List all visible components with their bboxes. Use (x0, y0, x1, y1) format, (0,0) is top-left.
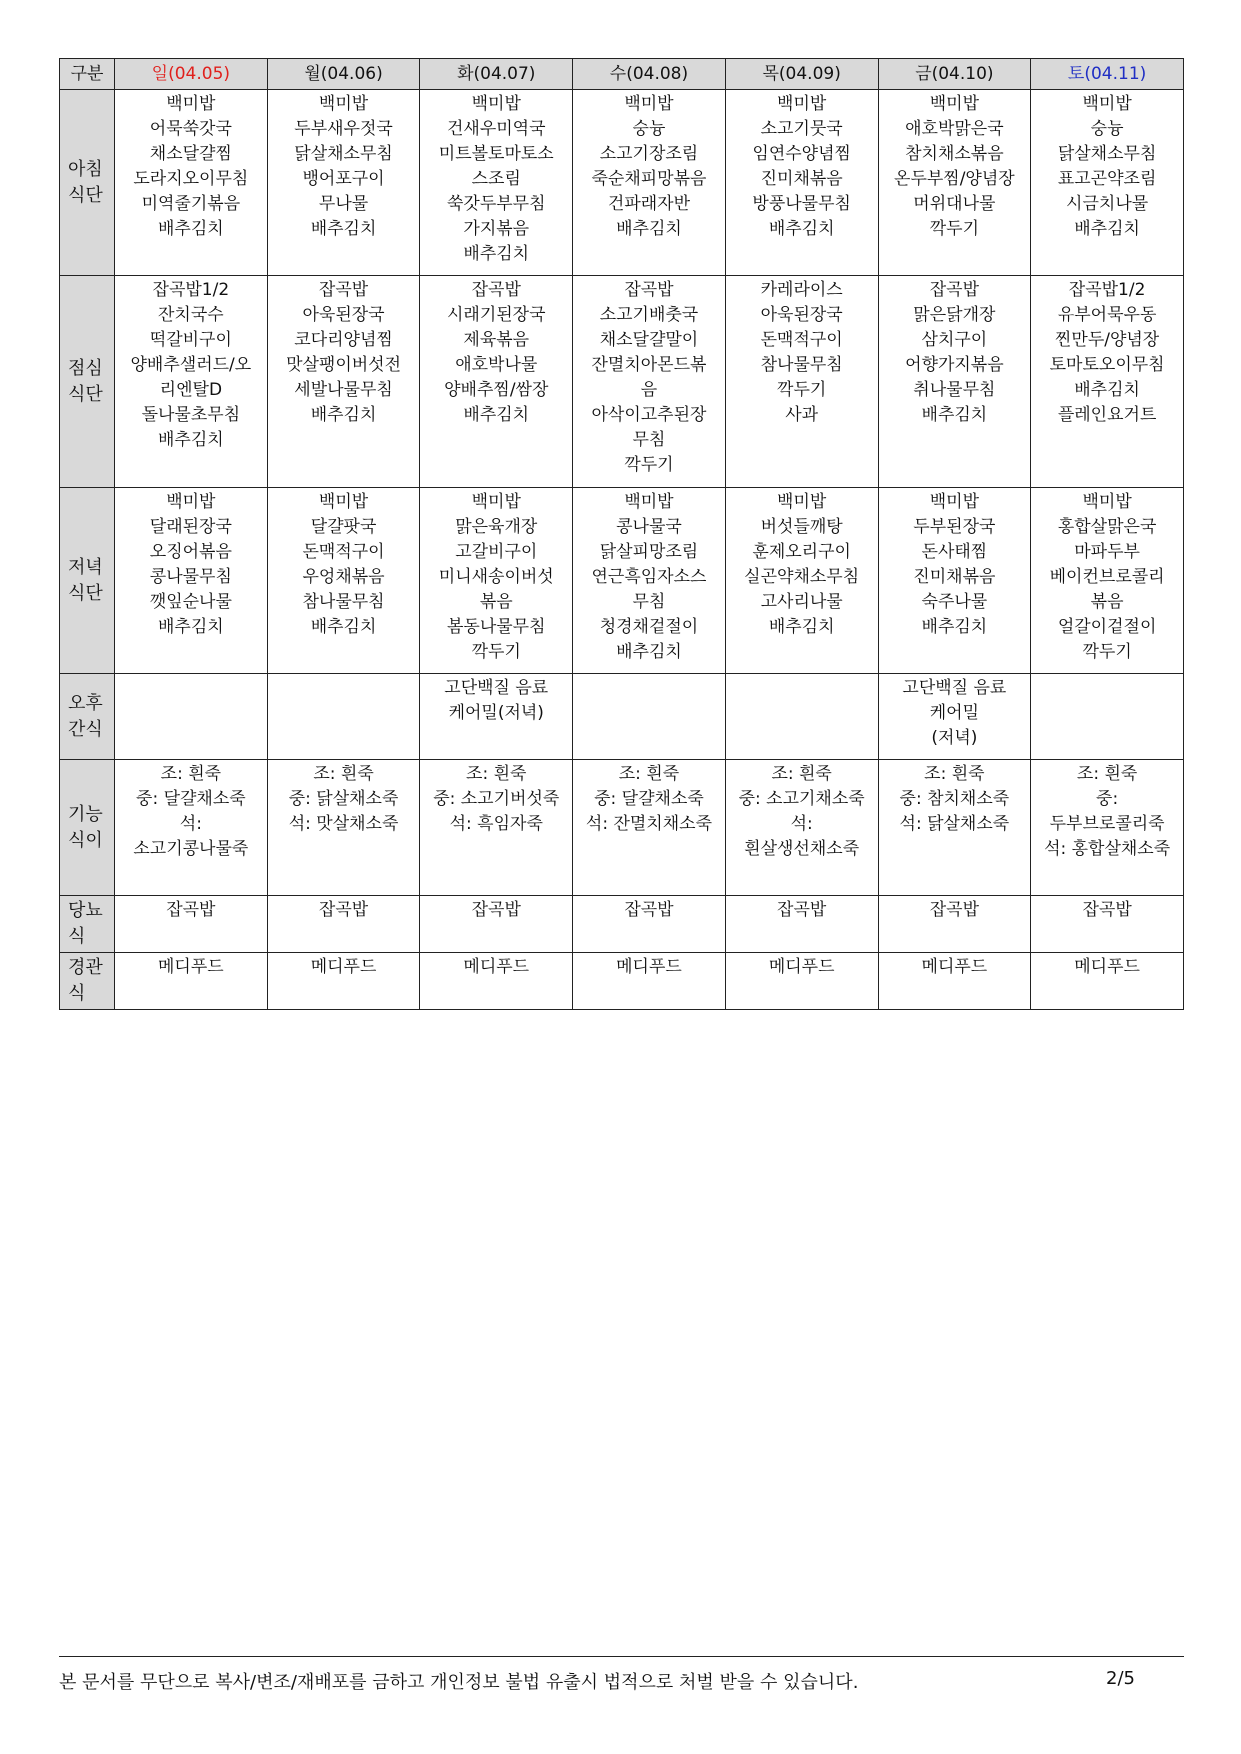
menu-item: 소고기뭇국 (760, 119, 843, 139)
menu-item: 잡곡밥 (471, 900, 521, 920)
menu-item: 케어밀(저녁) (448, 703, 544, 723)
day-header: 금(04.10) (878, 59, 1031, 90)
menu-item: 코다리양념찜 (294, 330, 393, 350)
menu-item: 진미채볶음 (760, 169, 843, 189)
menu-cell (420, 276, 573, 488)
menu-item: 배추김치 (158, 219, 224, 239)
menu-item: 중: 달걀채소죽 (594, 789, 704, 809)
meal-row-tube (60, 953, 1184, 1010)
menu-item: 백미밥 (471, 94, 521, 114)
menu-item: 백미밥 (1082, 94, 1132, 114)
menu-item: 무침 (632, 430, 666, 450)
menu-item: 참나물무침 (760, 355, 843, 375)
menu-item: 잡곡밥 (777, 900, 827, 920)
menu-item: 배추김치 (921, 617, 988, 637)
menu-item: 깍두기 (1082, 642, 1132, 662)
menu-item: 취나물무침 (913, 380, 996, 400)
menu-cell (725, 276, 878, 488)
menu-item: 소고기장조림 (599, 144, 699, 164)
menu-cell (115, 488, 268, 674)
menu-item: 중: 소고기채소죽 (738, 789, 865, 809)
menu-item: 달래된장국 (149, 517, 232, 537)
meal-row-diabetic (60, 896, 1184, 953)
menu-item: 두부된장국 (913, 517, 996, 537)
menu-cell (1031, 953, 1184, 1010)
menu-item: 맑은육개장 (455, 517, 538, 537)
row-label-line: 식 (68, 926, 86, 947)
menu-cell (267, 674, 420, 760)
menu-item: 조: 흰죽 (160, 764, 222, 784)
menu-item: 배추김치 (921, 405, 988, 425)
menu-item: 배추김치 (463, 244, 530, 264)
menu-item: 스조림 (471, 169, 521, 189)
meal-plan-table (59, 58, 1184, 1010)
menu-item: 메디푸드 (1074, 957, 1140, 977)
menu-cell (878, 674, 1031, 760)
menu-item: 진미채볶음 (913, 567, 996, 587)
menu-item: 콩나물국 (616, 517, 682, 537)
menu-item: 플레인요거트 (1057, 405, 1157, 425)
menu-cell (267, 488, 420, 674)
menu-item: 애호박나물 (455, 355, 538, 375)
menu-item: 잔멸치아몬드볶 (591, 355, 707, 375)
meal-row-functional (60, 760, 1184, 896)
menu-cell (878, 760, 1031, 896)
menu-cell (1031, 674, 1184, 760)
menu-cell (267, 90, 420, 276)
menu-item: 백미밥 (318, 94, 369, 114)
menu-cell (1031, 276, 1184, 488)
menu-cell (725, 90, 878, 276)
menu-cell (420, 760, 573, 896)
day-header: 목(04.09) (725, 59, 878, 90)
menu-item: 소고기배춧국 (599, 305, 699, 325)
row-label-line: 아침 (68, 158, 103, 180)
menu-item: 깍두기 (929, 219, 979, 239)
menu-cell (420, 674, 573, 760)
menu-item: 닭살피망조림 (599, 542, 699, 562)
menu-item: 닭살채소무침 (1057, 144, 1157, 164)
menu-item: 청경채겉절이 (599, 617, 699, 637)
menu-item: 중: 닭살채소죽 (288, 789, 399, 809)
menu-item: 카레라이스 (760, 280, 843, 300)
menu-cell (573, 896, 726, 953)
menu-cell (878, 90, 1031, 276)
menu-cell (725, 488, 878, 674)
menu-item: 떡갈비구이 (149, 330, 232, 350)
menu-item: 맑은닭개장 (913, 305, 996, 325)
menu-cell (267, 760, 420, 896)
menu-item: 백미밥 (624, 492, 674, 512)
menu-item: 얼갈이겉절이 (1057, 617, 1157, 637)
menu-cell (573, 276, 726, 488)
menu-item: 잡곡밥 (929, 900, 979, 920)
menu-cell (573, 760, 726, 896)
menu-cell (267, 953, 420, 1010)
menu-item: 도라지오이무침 (133, 169, 249, 189)
footer-divider (59, 1656, 1184, 1657)
menu-item: 임연수양념찜 (752, 144, 851, 164)
menu-item: 숙주나물 (921, 592, 988, 612)
menu-item: 건새우미역국 (446, 119, 546, 139)
menu-item: 두부새우젓국 (294, 119, 393, 139)
menu-item: 돈맥적구이 (760, 330, 843, 350)
row-label-line: 오후 (68, 692, 103, 714)
menu-body (60, 90, 1184, 1010)
menu-item: 양배추찜/쌈장 (444, 380, 549, 400)
day-header: 월(04.06) (267, 59, 420, 90)
menu-item: 깍두기 (471, 642, 521, 662)
row-label-line: 식이 (68, 829, 103, 851)
menu-item: 채소달걀말이 (599, 330, 699, 350)
menu-item: 백미밥 (166, 94, 216, 114)
menu-item: 음 (640, 380, 658, 400)
menu-item: 잡곡밥 (318, 280, 369, 300)
menu-item: 고단백질 음료 (902, 678, 1007, 698)
menu-cell (573, 953, 726, 1010)
menu-cell (420, 90, 573, 276)
menu-item: 맛살팽이버섯전 (286, 355, 402, 375)
footer-notice: 본 문서를 무단으로 복사/변조/재배포를 금하고 개인정보 불법 유출시 법적으로 처벌 받을 수 있습니다. (59, 1672, 859, 1693)
menu-item: 잡곡밥 (318, 900, 369, 920)
menu-item: 유부어묵우동 (1057, 305, 1157, 325)
menu-item: 뱅어포구이 (302, 169, 385, 189)
menu-item: 석: 흑임자죽 (449, 814, 543, 834)
menu-cell (115, 953, 268, 1010)
menu-cell (267, 896, 420, 953)
menu-item: 중: 참치채소죽 (899, 789, 1010, 809)
menu-item: 볶음 (479, 592, 513, 612)
menu-item: 백미밥 (318, 492, 369, 512)
menu-item: 미트볼토마토소 (438, 144, 554, 164)
row-label (60, 90, 115, 276)
menu-item: 볶음 (1090, 592, 1124, 612)
menu-item: 죽순채피망볶음 (591, 169, 707, 189)
menu-item: 배추김치 (158, 617, 224, 637)
menu-item: 배추김치 (1074, 219, 1140, 239)
menu-item: 시래기된장국 (446, 305, 546, 325)
row-label-line: 식단 (68, 184, 103, 206)
meal-row-breakfast (60, 90, 1184, 276)
menu-item: 시금치나물 (1066, 194, 1149, 214)
menu-item: 조: 흰죽 (924, 764, 985, 784)
row-label-line: 식 (68, 983, 86, 1004)
menu-item: 찐만두/양념장 (1054, 330, 1160, 350)
menu-item: 케어밀 (929, 703, 979, 723)
row-label-line: 점심 (68, 357, 103, 379)
menu-item: 배추김치 (463, 405, 530, 425)
menu-item: 훈제오리구이 (752, 542, 851, 562)
menu-cell (115, 90, 268, 276)
menu-item: 잡곡밥 (471, 280, 521, 300)
menu-item: 연근흑임자소스 (591, 567, 707, 587)
menu-cell (420, 896, 573, 953)
row-label-line: 식단 (68, 383, 103, 405)
menu-item: 백미밥 (777, 492, 827, 512)
menu-cell (1031, 760, 1184, 896)
menu-item: 백미밥 (471, 492, 521, 512)
menu-item: (저녁) (931, 728, 978, 748)
row-label-line: 당뇨 (68, 900, 103, 921)
menu-item: 버섯들깨탕 (760, 517, 843, 537)
menu-item: 잡곡밥 (624, 280, 674, 300)
menu-cell (115, 276, 268, 488)
menu-item: 흰살생선채소죽 (744, 839, 860, 859)
menu-item: 배추김치 (310, 219, 377, 239)
row-label (60, 674, 115, 760)
menu-item: 참나물무침 (302, 592, 385, 612)
menu-item: 애호박맑은국 (905, 119, 1004, 139)
menu-item: 메디푸드 (310, 957, 377, 977)
menu-item: 잡곡밥 (1082, 900, 1132, 920)
menu-item: 잡곡밥 (624, 900, 674, 920)
menu-cell (725, 760, 878, 896)
day-header: 일(04.05) (115, 59, 268, 90)
menu-item: 배추김치 (768, 617, 835, 637)
menu-item: 석: 홍합살채소죽 (1044, 839, 1171, 859)
menu-item: 백미밥 (166, 492, 216, 512)
menu-item: 채소달걀찜 (149, 144, 232, 164)
menu-cell (878, 276, 1031, 488)
menu-cell (725, 674, 878, 760)
menu-item: 삼치구이 (921, 330, 988, 350)
page-number: 2/5 (1106, 1668, 1135, 1689)
day-header: 토(04.11) (1031, 59, 1184, 90)
menu-item: 어향가지볶음 (905, 355, 1004, 375)
menu-item: 조: 흰죽 (313, 764, 374, 784)
menu-cell (878, 953, 1031, 1010)
menu-item: 배추김치 (768, 219, 835, 239)
header-row (60, 59, 1184, 90)
menu-cell (1031, 488, 1184, 674)
menu-cell (878, 488, 1031, 674)
menu-item: 백미밥 (929, 94, 979, 114)
menu-item: 조: 흰죽 (1076, 764, 1138, 784)
menu-item: 잡곡밥1/2 (1068, 280, 1146, 300)
menu-item: 돈사태찜 (921, 542, 988, 562)
menu-cell (420, 953, 573, 1010)
day-header: 화(04.07) (420, 59, 573, 90)
menu-item: 무침 (632, 592, 666, 612)
menu-item: 잡곡밥 (929, 280, 979, 300)
menu-item: 아욱된장국 (302, 305, 385, 325)
menu-item: 달걀팟국 (310, 517, 377, 537)
menu-item: 고갈비구이 (455, 542, 538, 562)
menu-cell (725, 896, 878, 953)
menu-item: 잔치국수 (158, 305, 224, 325)
menu-item: 석: 닭살채소죽 (899, 814, 1010, 834)
menu-item: 깍두기 (777, 380, 827, 400)
row-label-line: 식단 (68, 582, 103, 604)
menu-item: 배추김치 (310, 617, 377, 637)
menu-item: 중: 달걀채소죽 (136, 789, 246, 809)
row-label-line: 기능 (68, 803, 103, 825)
menu-item: 방풍나물무침 (752, 194, 851, 214)
menu-item: 배추김치 (616, 219, 682, 239)
menu-item: 봄동나물무침 (446, 617, 546, 637)
menu-item: 백미밥 (777, 94, 827, 114)
menu-cell (1031, 90, 1184, 276)
menu-item: 조: 흰죽 (771, 764, 832, 784)
menu-cell (115, 674, 268, 760)
menu-item: 석: 잔멸치채소죽 (585, 814, 712, 834)
menu-item: 우엉채볶음 (302, 567, 385, 587)
row-label-line: 저녁 (68, 556, 103, 578)
menu-item: 콩나물무침 (149, 567, 232, 587)
menu-item: 메디푸드 (921, 957, 988, 977)
menu-item: 토마토오이무침 (1049, 355, 1165, 375)
menu-cell (725, 953, 878, 1010)
menu-item: 조: 흰죽 (466, 764, 527, 784)
meal-row-snack (60, 674, 1184, 760)
menu-item: 배추김치 (158, 430, 224, 450)
menu-item: 중: 소고기버섯죽 (433, 789, 560, 809)
menu-item: 석: 맛살채소죽 (288, 814, 399, 834)
row-label (60, 276, 115, 488)
menu-item: 베이컨브로콜리 (1049, 567, 1165, 587)
menu-item: 쑥갓두부무침 (446, 194, 546, 214)
menu-item: 양배추샐러드/오 (130, 355, 252, 375)
row-label (60, 760, 115, 896)
menu-cell (573, 674, 726, 760)
menu-item: 배추김치 (310, 405, 377, 425)
menu-item: 잡곡밥 (166, 900, 216, 920)
menu-item: 리엔탈D (159, 380, 223, 400)
menu-item: 숭늉 (632, 119, 666, 139)
row-label (60, 896, 115, 953)
menu-item: 돌나물초무침 (141, 405, 241, 425)
menu-item: 백미밥 (1082, 492, 1132, 512)
menu-item: 잡곡밥1/2 (152, 280, 230, 300)
menu-item: 제육볶음 (463, 330, 530, 350)
menu-item: 메디푸드 (616, 957, 682, 977)
menu-item: 고사리나물 (760, 592, 843, 612)
menu-cell (1031, 896, 1184, 953)
meal-row-dinner (60, 488, 1184, 674)
menu-item: 메디푸드 (463, 957, 530, 977)
row-label-line: 경관 (68, 957, 103, 978)
menu-cell (267, 276, 420, 488)
menu-item: 돈맥적구이 (302, 542, 385, 562)
menu-cell (573, 488, 726, 674)
menu-item: 마파두부 (1074, 542, 1140, 562)
menu-item: 오징어볶음 (149, 542, 232, 562)
menu-item: 백미밥 (929, 492, 979, 512)
menu-cell (878, 896, 1031, 953)
menu-item: 온두부찜/양념장 (894, 169, 1015, 189)
menu-item: 아삭이고추된장 (591, 405, 707, 425)
menu-cell (115, 760, 268, 896)
menu-item: 표고곤약조림 (1057, 169, 1157, 189)
menu-item: 사과 (785, 405, 819, 425)
menu-item: 석: (179, 814, 202, 834)
menu-item: 참치채소볶음 (905, 144, 1004, 164)
menu-item: 소고기콩나물죽 (133, 839, 249, 859)
menu-item: 실곤약채소무침 (744, 567, 860, 587)
menu-item: 백미밥 (624, 94, 674, 114)
menu-item: 무나물 (318, 194, 369, 214)
menu-item: 메디푸드 (158, 957, 224, 977)
menu-item: 가지볶음 (463, 219, 530, 239)
menu-item: 조: 흰죽 (618, 764, 680, 784)
menu-item: 두부브로콜리죽 (1049, 814, 1165, 834)
menu-item: 미역줄기볶음 (141, 194, 241, 214)
menu-item: 고단백질 음료 (444, 678, 549, 698)
menu-item: 깻잎순나물 (149, 592, 232, 612)
header-label: 구분 (60, 59, 115, 90)
menu-item: 메디푸드 (768, 957, 835, 977)
row-label (60, 953, 115, 1010)
menu-item: 아욱된장국 (760, 305, 843, 325)
menu-item: 홍합살맑은국 (1057, 517, 1157, 537)
menu-item: 중: (1096, 789, 1119, 809)
menu-cell (573, 90, 726, 276)
menu-cell (115, 896, 268, 953)
row-label-line: 간식 (68, 718, 103, 740)
menu-item: 숭늉 (1090, 119, 1124, 139)
day-header: 수(04.08) (573, 59, 726, 90)
menu-item: 어묵쑥갓국 (149, 119, 232, 139)
row-label (60, 488, 115, 674)
menu-item: 석: (790, 814, 813, 834)
menu-item: 머위대나물 (913, 194, 996, 214)
menu-item: 세발나물무침 (294, 380, 393, 400)
menu-item: 미니새송이버섯 (438, 567, 554, 587)
menu-item: 깍두기 (624, 455, 674, 475)
menu-item: 건파래자반 (607, 194, 691, 214)
meal-row-lunch (60, 276, 1184, 488)
menu-cell (420, 488, 573, 674)
menu-item: 배추김치 (1074, 380, 1140, 400)
menu-item: 배추김치 (616, 642, 682, 662)
menu-item: 닭살채소무침 (294, 144, 393, 164)
